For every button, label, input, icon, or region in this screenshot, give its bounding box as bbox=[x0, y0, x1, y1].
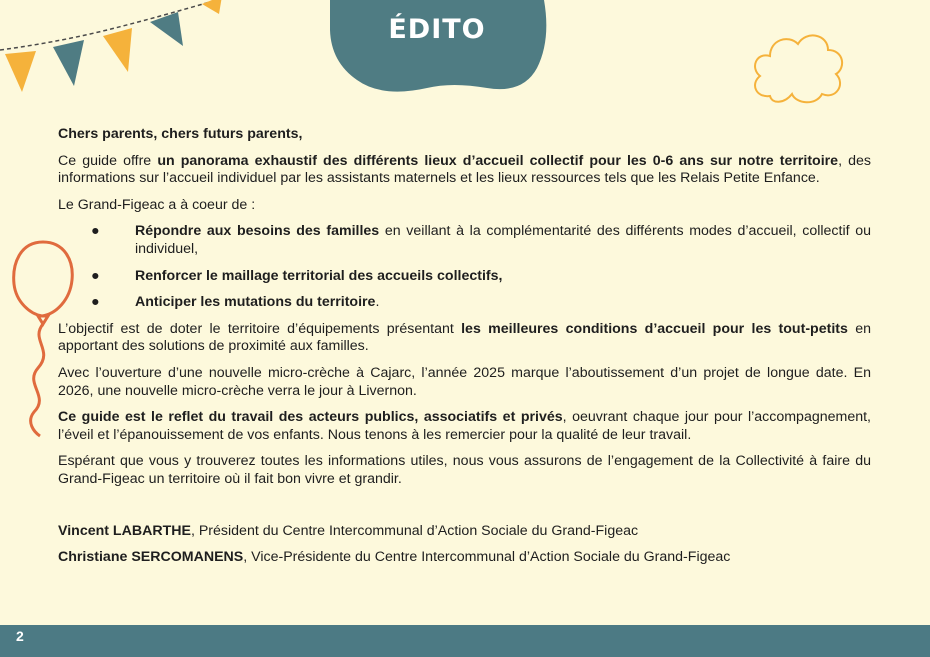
page-title: ÉDITO bbox=[388, 14, 486, 45]
page-number: 2 bbox=[16, 628, 24, 644]
list-item: ● Renforcer le maillage territorial des accueils collectifs, bbox=[91, 267, 503, 284]
edito-content bbox=[58, 126, 871, 576]
bullet-icon: ● bbox=[91, 267, 100, 284]
greeting: Chers parents, chers futurs parents, bbox=[58, 126, 303, 142]
goals-list bbox=[58, 223, 871, 311]
bullet-icon: ● bbox=[91, 294, 100, 311]
lead-paragraph: Le Grand-Figeac a à coeur de : bbox=[58, 196, 256, 213]
openings-paragraph: Avec l’ouverture d’une nouvelle micro-crèche à Cajarc, l’année 2025 marque l’aboutissement d’un projet de longue date. En 2026, une nouvelle micro-crèche verra le jour à Livernon. bbox=[58, 364, 871, 399]
footer-bar bbox=[0, 625, 930, 657]
signature-line: Christiane SERCOMANENS, Vice-Présidente du Centre Intercommunal d’Action Sociale du Grand-Figeac bbox=[58, 549, 731, 566]
bullet-icon: ● bbox=[91, 223, 100, 240]
bunting-garland-icon bbox=[0, 0, 230, 100]
closing-paragraph: Espérant que vous y trouverez toutes les informations utiles, nous vous assurons de l’engagement de la Collectivité à faire du Grand-Figeac un territoire où il fait bon vivre et grandir. bbox=[58, 453, 871, 487]
list-item: ● Répondre aux besoins des familles en veillant à la complémentarité des différents modes d’accueil, collectif ou individuel, bbox=[91, 223, 872, 257]
signature-line: Vincent LABARTHE, Président du Centre Intercommunal d’Action Sociale du Grand-Figeac bbox=[58, 522, 639, 539]
cloud-icon bbox=[748, 26, 848, 106]
intro-paragraph: Ce guide offre un panorama exhaustif des différents lieux d’accueil collectif pour les 0-6 ans sur notre territoire, des informations sur l’accueil individuel par les assistants maternels et les lieux ressources tels que les Relais Petite Enfance. bbox=[58, 152, 872, 187]
thanks-paragraph: Ce guide est le reflet du travail des acteurs publics, associatifs et privés, oeuvrant chaque jour pour l’accompagnement, l’éveil et l’épanouissement de vos enfants. Nous tenons à les remercier pour la qualité de leur travail. bbox=[58, 409, 871, 443]
objective-paragraph: L’objectif est de doter le territoire d’équipements présentant les meilleures conditions d’accueil pour les tout-petits en apportant des solutions de proximité aux familles. bbox=[58, 320, 871, 355]
list-item: ● Anticiper les mutations du territoire. bbox=[91, 294, 380, 311]
signatures bbox=[58, 523, 871, 567]
